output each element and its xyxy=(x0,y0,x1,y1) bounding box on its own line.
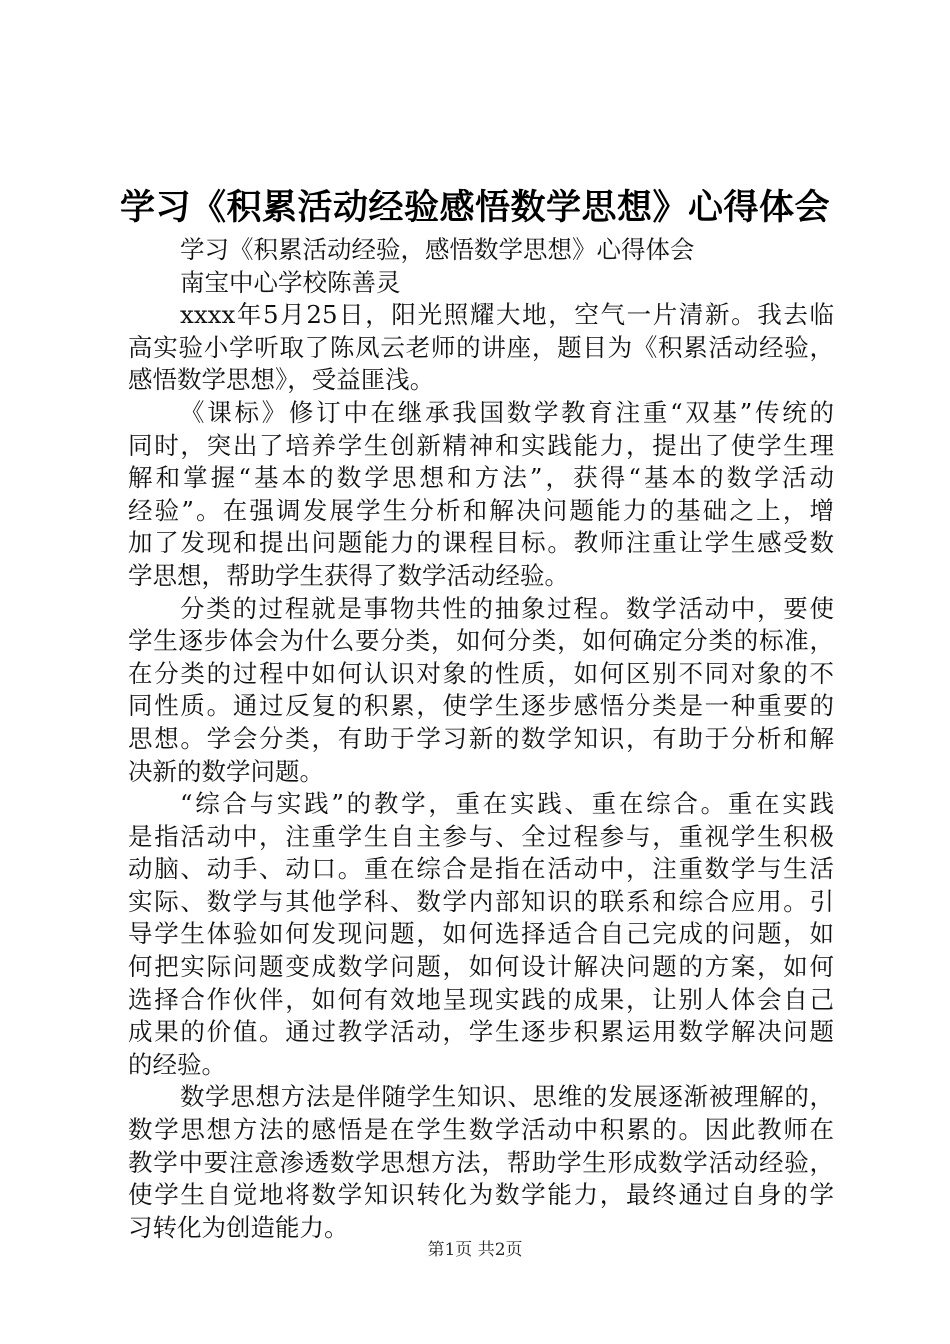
body-line: 学生逐步体会为什么要分类，如何分类，如何确定分类的标准， xyxy=(128,626,834,656)
body-line: 感悟数学思想》，受益匪浅。 xyxy=(128,365,435,395)
body-line: 同性质。通过反复的积累，使学生逐步感悟分类是一种重要的 xyxy=(128,691,834,721)
body-line: “综合与实践”的教学，重在实践、重在综合。重在实践 xyxy=(180,789,834,819)
body-line: 导学生体验如何发现问题，如何选择适合自己完成的问题，如 xyxy=(128,919,834,949)
body-line: 实际、数学与其他学科、数学内部知识的联系和综合应用。引 xyxy=(128,886,834,916)
body-line: 学思想，帮助学生获得了数学活动经验。 xyxy=(128,560,569,590)
body-line: 分类的过程就是事物共性的抽象过程。数学活动中，要使 xyxy=(180,593,834,623)
document-body xyxy=(128,234,834,1244)
body-line: 使学生自觉地将数学知识转化为数学能力，最终通过自身的学 xyxy=(128,1180,834,1210)
body-line: 是指活动中，注重学生自主参与、全过程参与，重视学生积极 xyxy=(128,821,834,851)
body-line: 《课标》修订中在继承我国数学教育注重“双基”传统的 xyxy=(180,397,834,427)
body-line: xxxx年5月25日，阳光照耀大地，空气一片清新。我去临 xyxy=(180,300,834,330)
body-line: 学习《积累活动经验，感悟数学思想》心得体会 xyxy=(180,235,695,264)
body-line: 成果的价值。通过教学活动，学生逐步积累运用数学解决问题 xyxy=(128,1017,834,1047)
body-line: 决新的数学问题。 xyxy=(128,756,324,786)
body-line: 数学思想方法是伴随学生知识、思维的发展逐渐被理解的， xyxy=(180,1082,834,1112)
document-title: 学习《积累活动经验感悟数学思想》心得体会 xyxy=(119,188,830,228)
body-line: 选择合作伙伴，如何有效地呈现实践的成果，让别人体会自己 xyxy=(128,984,834,1014)
body-line: 加了发现和提出问题能力的课程目标。教师注重让学生感受数 xyxy=(128,528,834,558)
body-line: 的经验。 xyxy=(128,1049,226,1079)
body-line: 教学中要注意渗透数学思想方法，帮助学生形成数学活动经验， xyxy=(128,1147,834,1177)
body-line: 南宝中心学校陈善灵 xyxy=(180,267,401,297)
body-line: 何把实际问题变成数学问题，如何设计解决问题的方案，如何 xyxy=(128,952,834,982)
body-line: 解和掌握“基本的数学思想和方法”，获得“基本的数学活动 xyxy=(128,463,834,493)
body-line: 数学思想方法的感悟是在学生数学活动中积累的。因此教师在 xyxy=(128,1115,834,1145)
body-line: 在分类的过程中如何认识对象的性质，如何区别不同对象的不 xyxy=(128,658,834,688)
page-number-footer: 第1页 共2页 xyxy=(427,1240,523,1260)
body-line: 习转化为创造能力。 xyxy=(128,1212,349,1242)
body-line: 高实验小学听取了陈凤云老师的讲座，题目为《积累活动经验， xyxy=(128,332,834,362)
body-line: 思想。学会分类，有助于学习新的数学知识，有助于分析和解 xyxy=(128,723,834,753)
body-line: 同时，突出了培养学生创新精神和实践能力，提出了使学生理 xyxy=(128,430,834,460)
body-line: 动脑、动手、动口。重在综合是指在活动中，注重数学与生活 xyxy=(128,854,834,884)
body-line: 经验”。在强调发展学生分析和解决问题能力的基础之上，增 xyxy=(128,495,834,525)
